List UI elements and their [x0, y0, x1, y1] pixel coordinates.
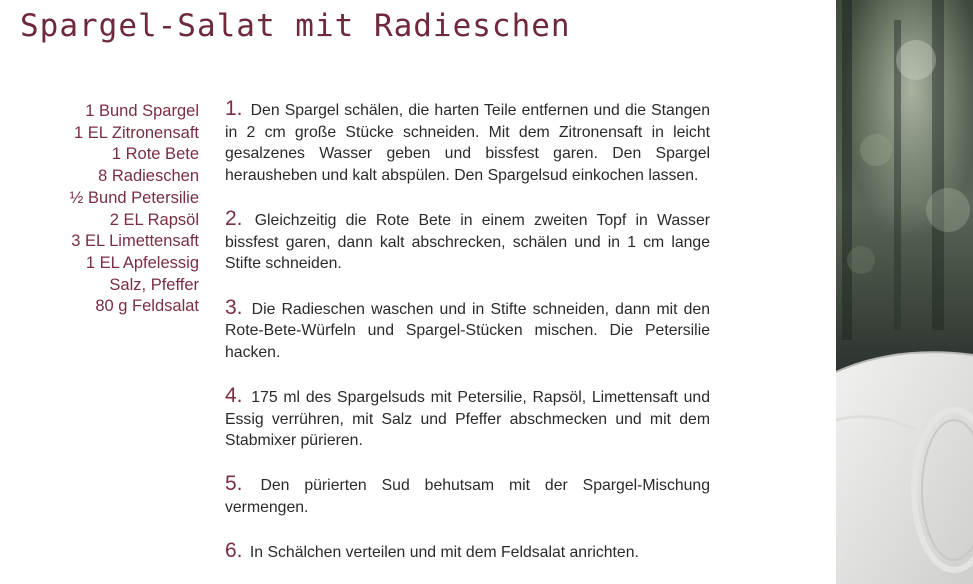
- ingredient-item: 1 EL Apfelessig: [85, 253, 199, 272]
- instruction-step: [225, 208, 710, 275]
- ingredient-item: ½ Bund Petersilie: [69, 188, 199, 207]
- instruction-steps: [225, 98, 710, 584]
- step-number: 6.: [225, 539, 243, 563]
- recipe-title: Spargel-Salat mit Radieschen: [20, 8, 571, 44]
- ingredient-list: [20, 101, 199, 318]
- ingredient-item: 2 EL Rapsöl: [109, 210, 199, 229]
- ingredient-item: Salz, Pfeffer: [109, 275, 199, 294]
- ingredient-item: 80 g Feldsalat: [95, 297, 199, 316]
- ingredient-item: 1 EL Zitronensaft: [73, 123, 199, 142]
- step-text: In Schälchen verteilen und mit dem Feldsalat anrichten.: [249, 544, 639, 562]
- ingredient-item: 1 Rote Bete: [111, 145, 199, 164]
- ingredient-item: 1 Bund Spargel: [85, 102, 199, 120]
- food-photo-image: [836, 0, 973, 584]
- step-text: 175 ml des Spargelsuds mit Petersilie, Rapsöl, Limettensaft und Essig verrühren, mit Salz und Pfeffer abschmecken und mit dem Stabmixer pürieren.: [225, 389, 711, 450]
- step-text: Die Radieschen waschen und in Stifte schneiden, dann mit den Rote-Bete-Würfeln und Spargel-Stücken mischen. Die Petersilie hacken.: [225, 300, 710, 361]
- step-number: 3.: [225, 295, 243, 319]
- instruction-step: [225, 540, 710, 564]
- instruction-step: [225, 297, 710, 364]
- ingredient-item: 8 Radieschen: [98, 167, 199, 186]
- instruction-step: [225, 98, 710, 186]
- step-text: Den pürierten Sud behutsam mit der Spargel-Mischung vermengen.: [225, 477, 710, 517]
- food-photo: [836, 0, 973, 584]
- step-text: Gleichzeitig die Rote Bete in einem zweiten Topf in Wasser bissfest garen, dann kalt abschrecken, schälen und in 1 cm lange Stifte schneiden.: [225, 212, 710, 273]
- step-number: 2.: [225, 207, 243, 231]
- step-text: Den Spargel schälen, die harten Teile entfernen und die Stangen in 2 cm große Stücke schneiden. Mit dem Zitronensaft in leicht gesalzenes Wasser geben und bissfest garen. Den Spargel herausheben und kalt abspülen. Den Spargelsud einkochen lassen.: [225, 102, 710, 184]
- step-number: 4.: [225, 384, 243, 407]
- step-number: 5.: [225, 472, 243, 496]
- instruction-step: [225, 473, 710, 518]
- instruction-step: [225, 385, 710, 452]
- ingredient-item: 3 EL Limettensaft: [71, 232, 199, 251]
- step-number: 1.: [225, 97, 243, 120]
